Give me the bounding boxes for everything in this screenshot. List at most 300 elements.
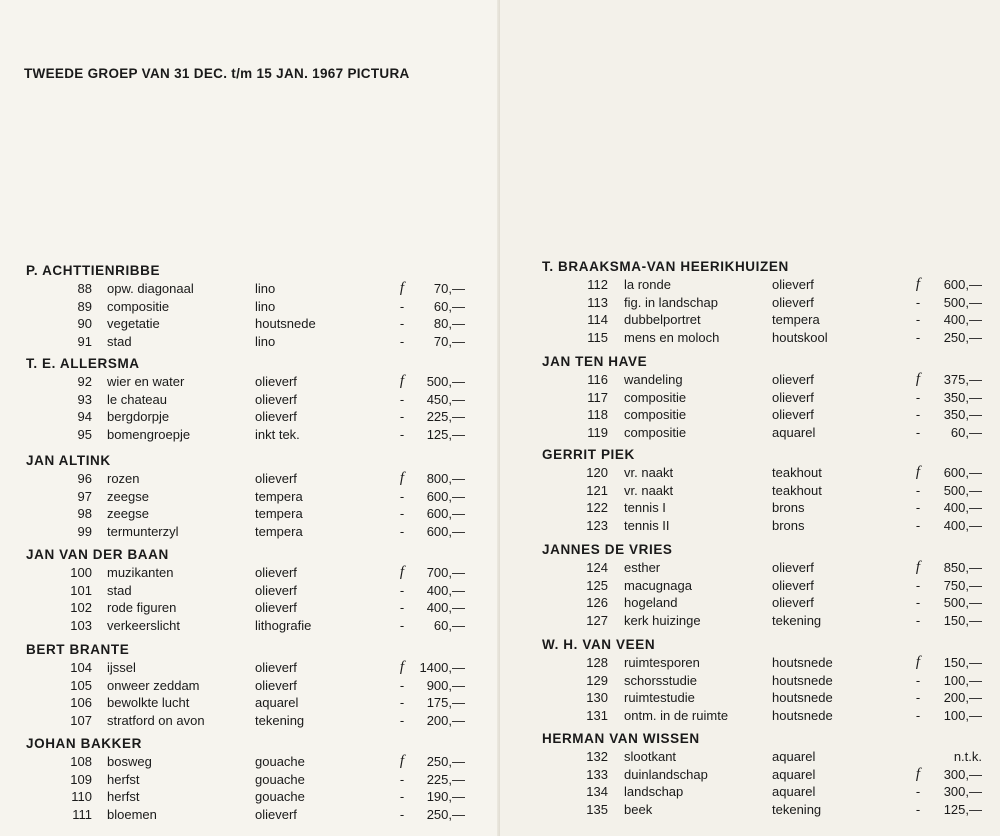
entry-number: 123	[586, 517, 608, 533]
entry-price: 800,—	[426, 471, 465, 486]
artist-name: P. ACHTTIENRIBBE	[26, 263, 161, 278]
catalogue-entry	[500, 801, 1000, 819]
entry-currency: -	[399, 600, 405, 615]
entry-number: 89	[77, 298, 92, 314]
catalogue-entry	[0, 712, 500, 730]
entry-number: 131	[586, 707, 608, 723]
entry-price: 350,—	[943, 407, 982, 422]
catalogue-entry	[500, 594, 1000, 612]
entry-number: 108	[70, 754, 92, 769]
entry-number: 114	[587, 312, 608, 327]
entry-currency: f	[399, 373, 405, 389]
entry-currency: -	[915, 500, 921, 515]
entry-title: stratford on avon	[107, 712, 205, 728]
catalogue-entry	[0, 333, 500, 351]
entry-number: 116	[587, 372, 608, 387]
catalogue-entry	[0, 470, 500, 488]
entry-currency: -	[915, 612, 921, 628]
entry-currency: -	[399, 316, 405, 331]
entry-price: 200,—	[426, 712, 465, 728]
entry-title: muzikanten	[107, 565, 174, 580]
catalogue-entry	[0, 617, 500, 635]
entry-price: 500,—	[426, 374, 465, 389]
entry-currency: f	[399, 564, 405, 580]
entry-title: zeegse	[107, 488, 149, 504]
entry-number: 124	[586, 560, 608, 575]
entry-medium: tempera	[772, 312, 820, 327]
entry-number: 98	[77, 506, 92, 521]
artist-name: HERMAN VAN WISSEN	[542, 731, 700, 746]
entry-medium: tekening	[772, 612, 822, 628]
entry-title: tennis I	[624, 500, 666, 515]
entry-number: 97	[77, 488, 92, 504]
entry-medium: houtsnede	[772, 707, 833, 723]
entry-medium: houtsnede	[255, 316, 316, 331]
entry-price: 150,—	[943, 655, 982, 670]
catalogue-entry	[0, 677, 500, 695]
catalogue-entry	[0, 488, 500, 506]
entry-currency: -	[399, 771, 405, 787]
entry-number: 126	[586, 595, 608, 610]
entry-currency: f	[399, 280, 405, 296]
entry-number: 132	[586, 749, 608, 764]
entry-price: 400,—	[426, 600, 465, 615]
entry-title: macugnaga	[624, 577, 692, 593]
entry-price: 600,—	[426, 488, 465, 504]
artist-section	[0, 452, 500, 540]
entry-title: rode figuren	[107, 600, 177, 615]
entry-title: mens en moloch	[624, 329, 720, 345]
entry-number: 103	[70, 617, 92, 633]
right-page	[500, 0, 1000, 836]
entry-currency: -	[399, 409, 405, 424]
entry-currency: f	[399, 659, 405, 675]
entry-title: ruimtesporen	[624, 655, 700, 670]
entry-title: duinlandschap	[624, 766, 708, 782]
entry-number: 113	[587, 294, 608, 310]
entry-title: wier en water	[107, 374, 185, 389]
entry-title: kerk huizinge	[624, 612, 701, 628]
catalogue-entry	[0, 523, 500, 541]
entry-price: 70,—	[433, 333, 465, 349]
entry-medium: gouache	[255, 754, 305, 769]
entry-medium: tempera	[255, 488, 303, 504]
entry-number: 88	[77, 281, 92, 296]
entry-title: landschap	[624, 784, 684, 799]
entry-currency: -	[399, 789, 405, 804]
entry-medium: lino	[255, 333, 276, 349]
entry-number: 115	[587, 329, 608, 345]
entry-currency: -	[399, 712, 405, 728]
entry-medium: houtsnede	[772, 655, 833, 670]
entry-title: compositie	[107, 298, 170, 314]
entry-number: 105	[70, 677, 92, 693]
entry-currency: -	[915, 389, 921, 405]
entry-medium: teakhout	[772, 482, 822, 498]
entry-medium: olieverf	[772, 407, 814, 422]
entry-number: 135	[586, 801, 608, 817]
catalogue-entry	[0, 659, 500, 677]
entry-currency: -	[915, 707, 921, 723]
entry-medium: aquarel	[255, 695, 299, 710]
entry-medium: olieverf	[772, 277, 814, 292]
entry-currency: -	[915, 517, 921, 533]
entry-title: compositie	[624, 389, 687, 405]
entry-number: 127	[586, 612, 608, 628]
artist-name: BERT BRANTE	[26, 642, 130, 657]
entry-currency: -	[399, 695, 405, 710]
catalogue-entry	[0, 694, 500, 712]
entry-title: onweer zeddam	[107, 677, 200, 693]
entry-price: 450,—	[426, 391, 465, 407]
entry-medium: lino	[255, 298, 276, 314]
artist-section	[500, 541, 1000, 629]
artist-name: GERRIT PIEK	[542, 447, 635, 462]
entry-currency: -	[399, 677, 405, 693]
catalogue-entry	[500, 424, 1000, 442]
entry-medium: olieverf	[255, 565, 297, 580]
entry-price: 600,—	[943, 465, 982, 480]
entry-medium: olieverf	[255, 660, 297, 675]
entry-medium: olieverf	[772, 577, 814, 593]
entry-number: 92	[77, 374, 92, 389]
entry-title: herfst	[107, 789, 140, 804]
entry-currency: f	[915, 276, 921, 292]
catalogue-entry	[0, 788, 500, 806]
entry-price: 300,—	[943, 766, 982, 782]
entry-price: 60,—	[433, 617, 465, 633]
entry-title: rozen	[107, 471, 140, 486]
entry-price: 300,—	[943, 784, 982, 799]
entry-price: 750,—	[943, 577, 982, 593]
entry-currency: -	[915, 424, 921, 440]
entry-medium: brons	[772, 500, 805, 515]
entry-medium: olieverf	[255, 374, 297, 389]
entry-price: 60,—	[950, 424, 982, 440]
entry-medium: olieverf	[772, 560, 814, 575]
entry-title: bergdorpje	[107, 409, 170, 424]
catalogue-entry	[0, 564, 500, 582]
entry-currency: f	[915, 654, 921, 670]
entry-number: 128	[586, 655, 608, 670]
entry-currency: f	[399, 470, 405, 486]
entry-currency: -	[915, 672, 921, 688]
catalogue-entry	[500, 276, 1000, 294]
entry-currency: -	[915, 312, 921, 327]
catalogue-entry	[500, 672, 1000, 690]
entry-medium: olieverf	[255, 391, 297, 407]
catalogue-entry	[500, 766, 1000, 784]
entry-price: 850,—	[943, 560, 982, 575]
catalogue-entry	[0, 806, 500, 824]
catalogue-entry	[0, 505, 500, 523]
entry-currency: f	[915, 464, 921, 480]
entry-number: 101	[70, 582, 92, 598]
entry-title: ontm. in de ruimte	[624, 707, 729, 723]
artist-name: W. H. VAN VEEN	[542, 637, 656, 652]
catalogue-entry	[500, 499, 1000, 517]
entry-price: 375,—	[943, 372, 982, 387]
entry-medium: olieverf	[255, 600, 297, 615]
entry-medium: tekening	[255, 712, 305, 728]
entry-medium: aquarel	[772, 784, 816, 799]
entry-title: schorsstudie	[624, 672, 697, 688]
entry-title: la ronde	[624, 277, 671, 292]
artist-name: JANNES DE VRIES	[542, 542, 673, 557]
entry-medium: olieverf	[255, 677, 297, 693]
entry-currency: -	[399, 806, 405, 822]
entry-number: 111	[72, 806, 92, 822]
entry-currency: -	[915, 482, 921, 498]
entry-title: tennis II	[624, 517, 670, 533]
entry-price: 190,—	[426, 789, 465, 804]
entry-currency: -	[915, 801, 921, 817]
entry-medium: olieverf	[255, 582, 297, 598]
entry-number: 133	[586, 766, 608, 782]
entry-currency: -	[399, 333, 405, 349]
entry-title: compositie	[624, 407, 687, 422]
entry-title: termunterzyl	[107, 523, 179, 539]
catalogue-entry	[0, 280, 500, 298]
artist-section	[0, 735, 500, 823]
entry-title: bosweg	[107, 754, 152, 769]
catalogue-entry	[500, 329, 1000, 347]
catalogue-entry	[0, 753, 500, 771]
entry-currency: -	[915, 577, 921, 593]
entry-medium: olieverf	[255, 806, 297, 822]
entry-number: 117	[587, 389, 608, 405]
entry-title: hogeland	[624, 595, 678, 610]
entry-number: 119	[587, 424, 608, 440]
catalogue-entry	[0, 408, 500, 426]
entry-number: 107	[70, 712, 92, 728]
catalogue-entry	[0, 771, 500, 789]
entry-title: esther	[624, 560, 661, 575]
entry-title: herfst	[107, 771, 140, 787]
entry-price: 500,—	[943, 482, 982, 498]
entry-price: 400,—	[426, 582, 465, 598]
entry-medium: olieverf	[255, 471, 297, 486]
entry-title: wandeling	[624, 372, 683, 387]
catalogue-entry	[500, 612, 1000, 630]
entry-title: dubbelportret	[624, 312, 701, 327]
entry-price: 400,—	[943, 500, 982, 515]
catalogue-entry	[500, 783, 1000, 801]
entry-currency: -	[399, 426, 405, 442]
catalogue-entry	[0, 315, 500, 333]
entry-title: ruimtestudie	[624, 690, 695, 705]
entry-currency: f	[915, 559, 921, 575]
entry-title: vr. naakt	[624, 482, 674, 498]
entry-currency: -	[399, 506, 405, 521]
entry-title: vr. naakt	[624, 465, 674, 480]
entry-price: 900,—	[426, 677, 465, 693]
artist-section	[0, 262, 500, 350]
entry-number: 90	[77, 316, 92, 331]
entry-title: stad	[107, 333, 132, 349]
entry-medium: brons	[772, 517, 805, 533]
entry-price: 125,—	[426, 426, 465, 442]
catalogue-entry	[0, 582, 500, 600]
entry-number: 120	[586, 465, 608, 480]
entry-number: 91	[77, 333, 92, 349]
entry-price: 400,—	[943, 312, 982, 327]
catalogue-entry	[500, 559, 1000, 577]
entry-title: vegetatie	[107, 316, 160, 331]
entry-medium: gouache	[255, 771, 305, 787]
entry-price: 60,—	[433, 298, 465, 314]
entry-medium: aquarel	[772, 749, 816, 764]
entry-number: 110	[71, 789, 92, 804]
entry-price: 600,—	[943, 277, 982, 292]
entry-number: 96	[77, 471, 92, 486]
catalogue-title: TWEEDE GROEP VAN 31 DEC. t/m 15 JAN. 1967 PICTURA	[24, 66, 410, 81]
artist-section	[500, 446, 1000, 534]
entry-price: 350,—	[943, 389, 982, 405]
entry-price: 1400,—	[419, 660, 465, 675]
artist-section	[500, 258, 1000, 346]
catalogue-entry	[500, 517, 1000, 535]
entry-currency: -	[399, 391, 405, 407]
entry-currency: -	[915, 329, 921, 345]
entry-number: 129	[586, 672, 608, 688]
catalogue-entry	[500, 654, 1000, 672]
entry-title: le chateau	[107, 391, 167, 407]
catalogue-entry	[500, 482, 1000, 500]
artist-section	[500, 730, 1000, 818]
entry-price: 250,—	[426, 806, 465, 822]
entry-price: 600,—	[426, 523, 465, 539]
entry-currency: -	[915, 294, 921, 310]
entry-title: slootkant	[624, 749, 677, 764]
entry-currency: -	[915, 595, 921, 610]
entry-price: n.t.k.	[953, 749, 982, 764]
artist-name: JOHAN BAKKER	[26, 736, 142, 751]
entry-number: 95	[77, 426, 92, 442]
entry-currency: -	[915, 784, 921, 799]
catalogue-entry	[0, 426, 500, 444]
entry-price: 400,—	[943, 517, 982, 533]
artist-name: JAN TEN HAVE	[542, 354, 648, 369]
entry-number: 99	[77, 523, 92, 539]
artist-section	[500, 353, 1000, 441]
entry-price: 500,—	[943, 595, 982, 610]
entry-medium: lithografie	[255, 617, 312, 633]
entry-currency: -	[399, 488, 405, 504]
entry-number: 125	[586, 577, 608, 593]
entry-price: 80,—	[433, 316, 465, 331]
catalogue-entry	[500, 294, 1000, 312]
entry-medium: olieverf	[772, 372, 814, 387]
entry-title: ijssel	[107, 660, 136, 675]
entry-medium: houtskool	[772, 329, 828, 345]
artist-name: T. BRAAKSMA-VAN HEERIKHUIZEN	[542, 259, 789, 274]
entry-number: 112	[587, 277, 608, 292]
entry-medium: tempera	[255, 506, 303, 521]
entry-currency: -	[399, 617, 405, 633]
entry-title: stad	[107, 582, 132, 598]
entry-currency: f	[399, 753, 405, 769]
entry-number: 109	[70, 771, 92, 787]
entry-price: 125,—	[943, 801, 982, 817]
entry-title: bewolkte lucht	[107, 695, 190, 710]
catalogue-entry	[500, 689, 1000, 707]
entry-number: 121	[586, 482, 608, 498]
entry-currency: -	[399, 523, 405, 539]
entry-medium: olieverf	[772, 294, 814, 310]
entry-medium: aquarel	[772, 766, 816, 782]
artist-name: JAN ALTINK	[26, 453, 111, 468]
entry-number: 104	[70, 660, 92, 675]
entry-title: bloemen	[107, 806, 157, 822]
artist-section	[0, 546, 500, 634]
entry-medium: lino	[255, 281, 276, 296]
catalogue-entry	[0, 373, 500, 391]
entry-currency: -	[399, 298, 405, 314]
entry-currency: -	[915, 407, 921, 422]
artist-name: T. E. ALLERSMA	[26, 356, 140, 371]
catalogue-entry	[500, 311, 1000, 329]
entry-price: 70,—	[433, 281, 465, 296]
catalogue-entry	[0, 298, 500, 316]
entry-number: 122	[586, 500, 608, 515]
entry-price: 100,—	[943, 672, 982, 688]
entry-price: 175,—	[426, 695, 465, 710]
catalogue-entry	[500, 406, 1000, 424]
entry-medium: olieverf	[772, 595, 814, 610]
entry-price: 250,—	[943, 329, 982, 345]
catalogue-entry	[500, 389, 1000, 407]
entry-currency: -	[399, 582, 405, 598]
entry-medium: tempera	[255, 523, 303, 539]
entry-medium: gouache	[255, 789, 305, 804]
entry-medium: teakhout	[772, 465, 822, 480]
entry-medium: aquarel	[772, 424, 816, 440]
entry-price: 600,—	[426, 506, 465, 521]
catalogue-entry	[500, 464, 1000, 482]
entry-number: 130	[586, 690, 608, 705]
entry-currency: f	[915, 765, 921, 782]
catalogue-entry	[0, 599, 500, 617]
entry-price: 700,—	[426, 565, 465, 580]
entry-number: 93	[77, 391, 92, 407]
entry-number: 94	[77, 409, 92, 424]
entry-price: 500,—	[943, 294, 982, 310]
artist-section	[0, 355, 500, 443]
artist-name: JAN VAN DER BAAN	[26, 547, 169, 562]
entry-number: 134	[586, 784, 608, 799]
entry-price: 225,—	[426, 409, 465, 424]
entry-currency: f	[915, 371, 921, 387]
entry-title: fig. in landschap	[624, 294, 718, 310]
entry-medium: inkt tek.	[255, 426, 300, 442]
entry-price: 100,—	[943, 707, 982, 723]
entry-medium: olieverf	[255, 409, 297, 424]
entry-title: bomengroepje	[107, 426, 191, 442]
entry-title: verkeerslicht	[107, 617, 180, 633]
entry-title: zeegse	[107, 506, 149, 521]
entry-title: opw. diagonaal	[107, 281, 194, 296]
entry-number: 102	[70, 600, 92, 615]
catalogue-entry	[0, 391, 500, 409]
entry-medium: houtsnede	[772, 690, 833, 705]
catalogue-entry	[500, 577, 1000, 595]
entry-medium: tekening	[772, 801, 822, 817]
entry-price: 200,—	[943, 690, 982, 705]
catalogue-entry	[500, 707, 1000, 725]
entry-number: 100	[70, 565, 92, 580]
entry-title: compositie	[624, 424, 687, 440]
